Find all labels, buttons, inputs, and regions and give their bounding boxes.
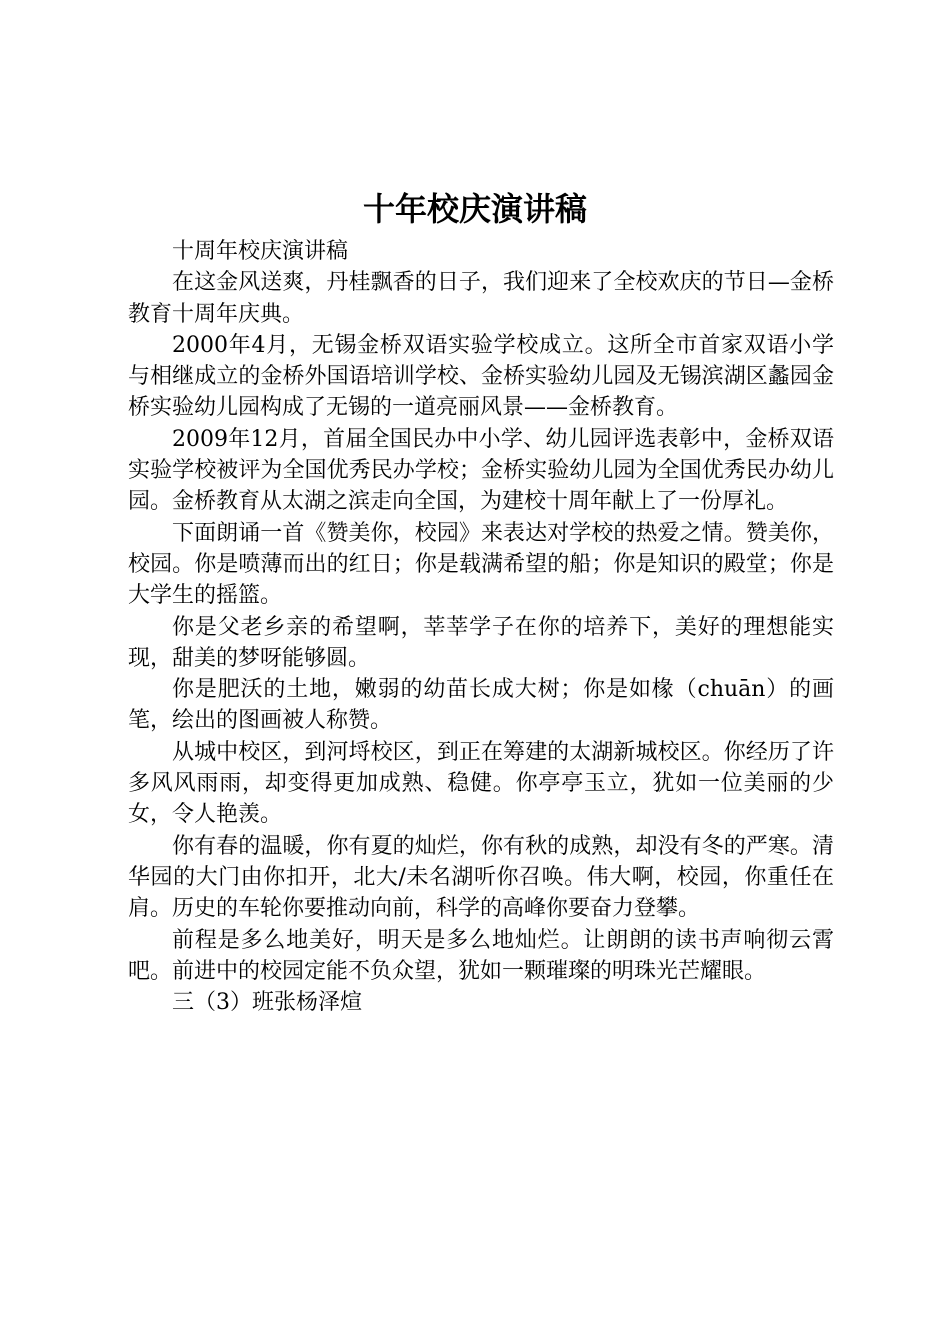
paragraph: 从城中校区，到河埒校区，到正在筹建的太湖新城校区。你经历了许多风风雨雨，却变得更加成熟、稳健。你亭亭玉立，犹如一位美丽的少女，令人艳羡。 (128, 739, 834, 828)
paragraph: 2009年12月，首届全国民办中小学、幼儿园评选表彰中，金桥双语实验学校被评为全国优秀民办学校；金桥实验幼儿园为全国优秀民办幼儿园。金桥教育从太湖之滨走向全国，为建校十周年献上了一份厚礼。 (128, 426, 835, 515)
paragraph: 你是肥沃的土地，嫩弱的幼苗长成大树；你是如椽（chuān）的画笔，绘出的图画被人称赞。 (128, 677, 834, 734)
document-body (128, 236, 834, 1018)
paragraph-subtitle: 十周年校庆演讲稿 (172, 239, 349, 264)
document-title: 十年校庆演讲稿 (362, 190, 587, 228)
author-signature: 三（3）班张杨泽煊 (172, 990, 362, 1016)
paragraph: 你是父老乡亲的希望啊，莘莘学子在你的培养下，美好的理想能实现，甜美的梦呀能够圆。 (128, 614, 834, 671)
paragraph: 你有春的温暖，你有夏的灿烂，你有秋的成熟，却没有冬的严寒。清华园的大门由你扣开，北大/未名湖听你召唤。伟大啊，校园，你重任在肩。历史的车轮你要推动向前，科学的高峰你要奋力登攀。 (128, 833, 834, 922)
paragraph: 前程是多么地美好，明天是多么地灿烂。让朗朗的读书声响彻云霄吧。前进中的校园定能不负众望，犹如一颗璀璨的明珠光芒耀眼。 (128, 927, 834, 984)
paragraph: 2000年4月，无锡金桥双语实验学校成立。这所全市首家双语小学与相继成立的金桥外国语培训学校、金桥实验幼儿园及无锡滨湖区蠡园金桥实验幼儿园构成了无锡的一道亮丽风景——金桥教育。 (128, 332, 834, 421)
paragraph: 下面朗诵一首《赞美你，校园》来表达对学校的热爱之情。赞美你，校园。你是喷薄而出的红日；你是载满希望的船；你是知识的殿堂；你是大学生的摇篮。 (128, 520, 834, 609)
paragraph: 在这金风送爽，丹桂飘香的日子，我们迎来了全校欢庆的节日—金桥教育十周年庆典。 (128, 270, 834, 327)
